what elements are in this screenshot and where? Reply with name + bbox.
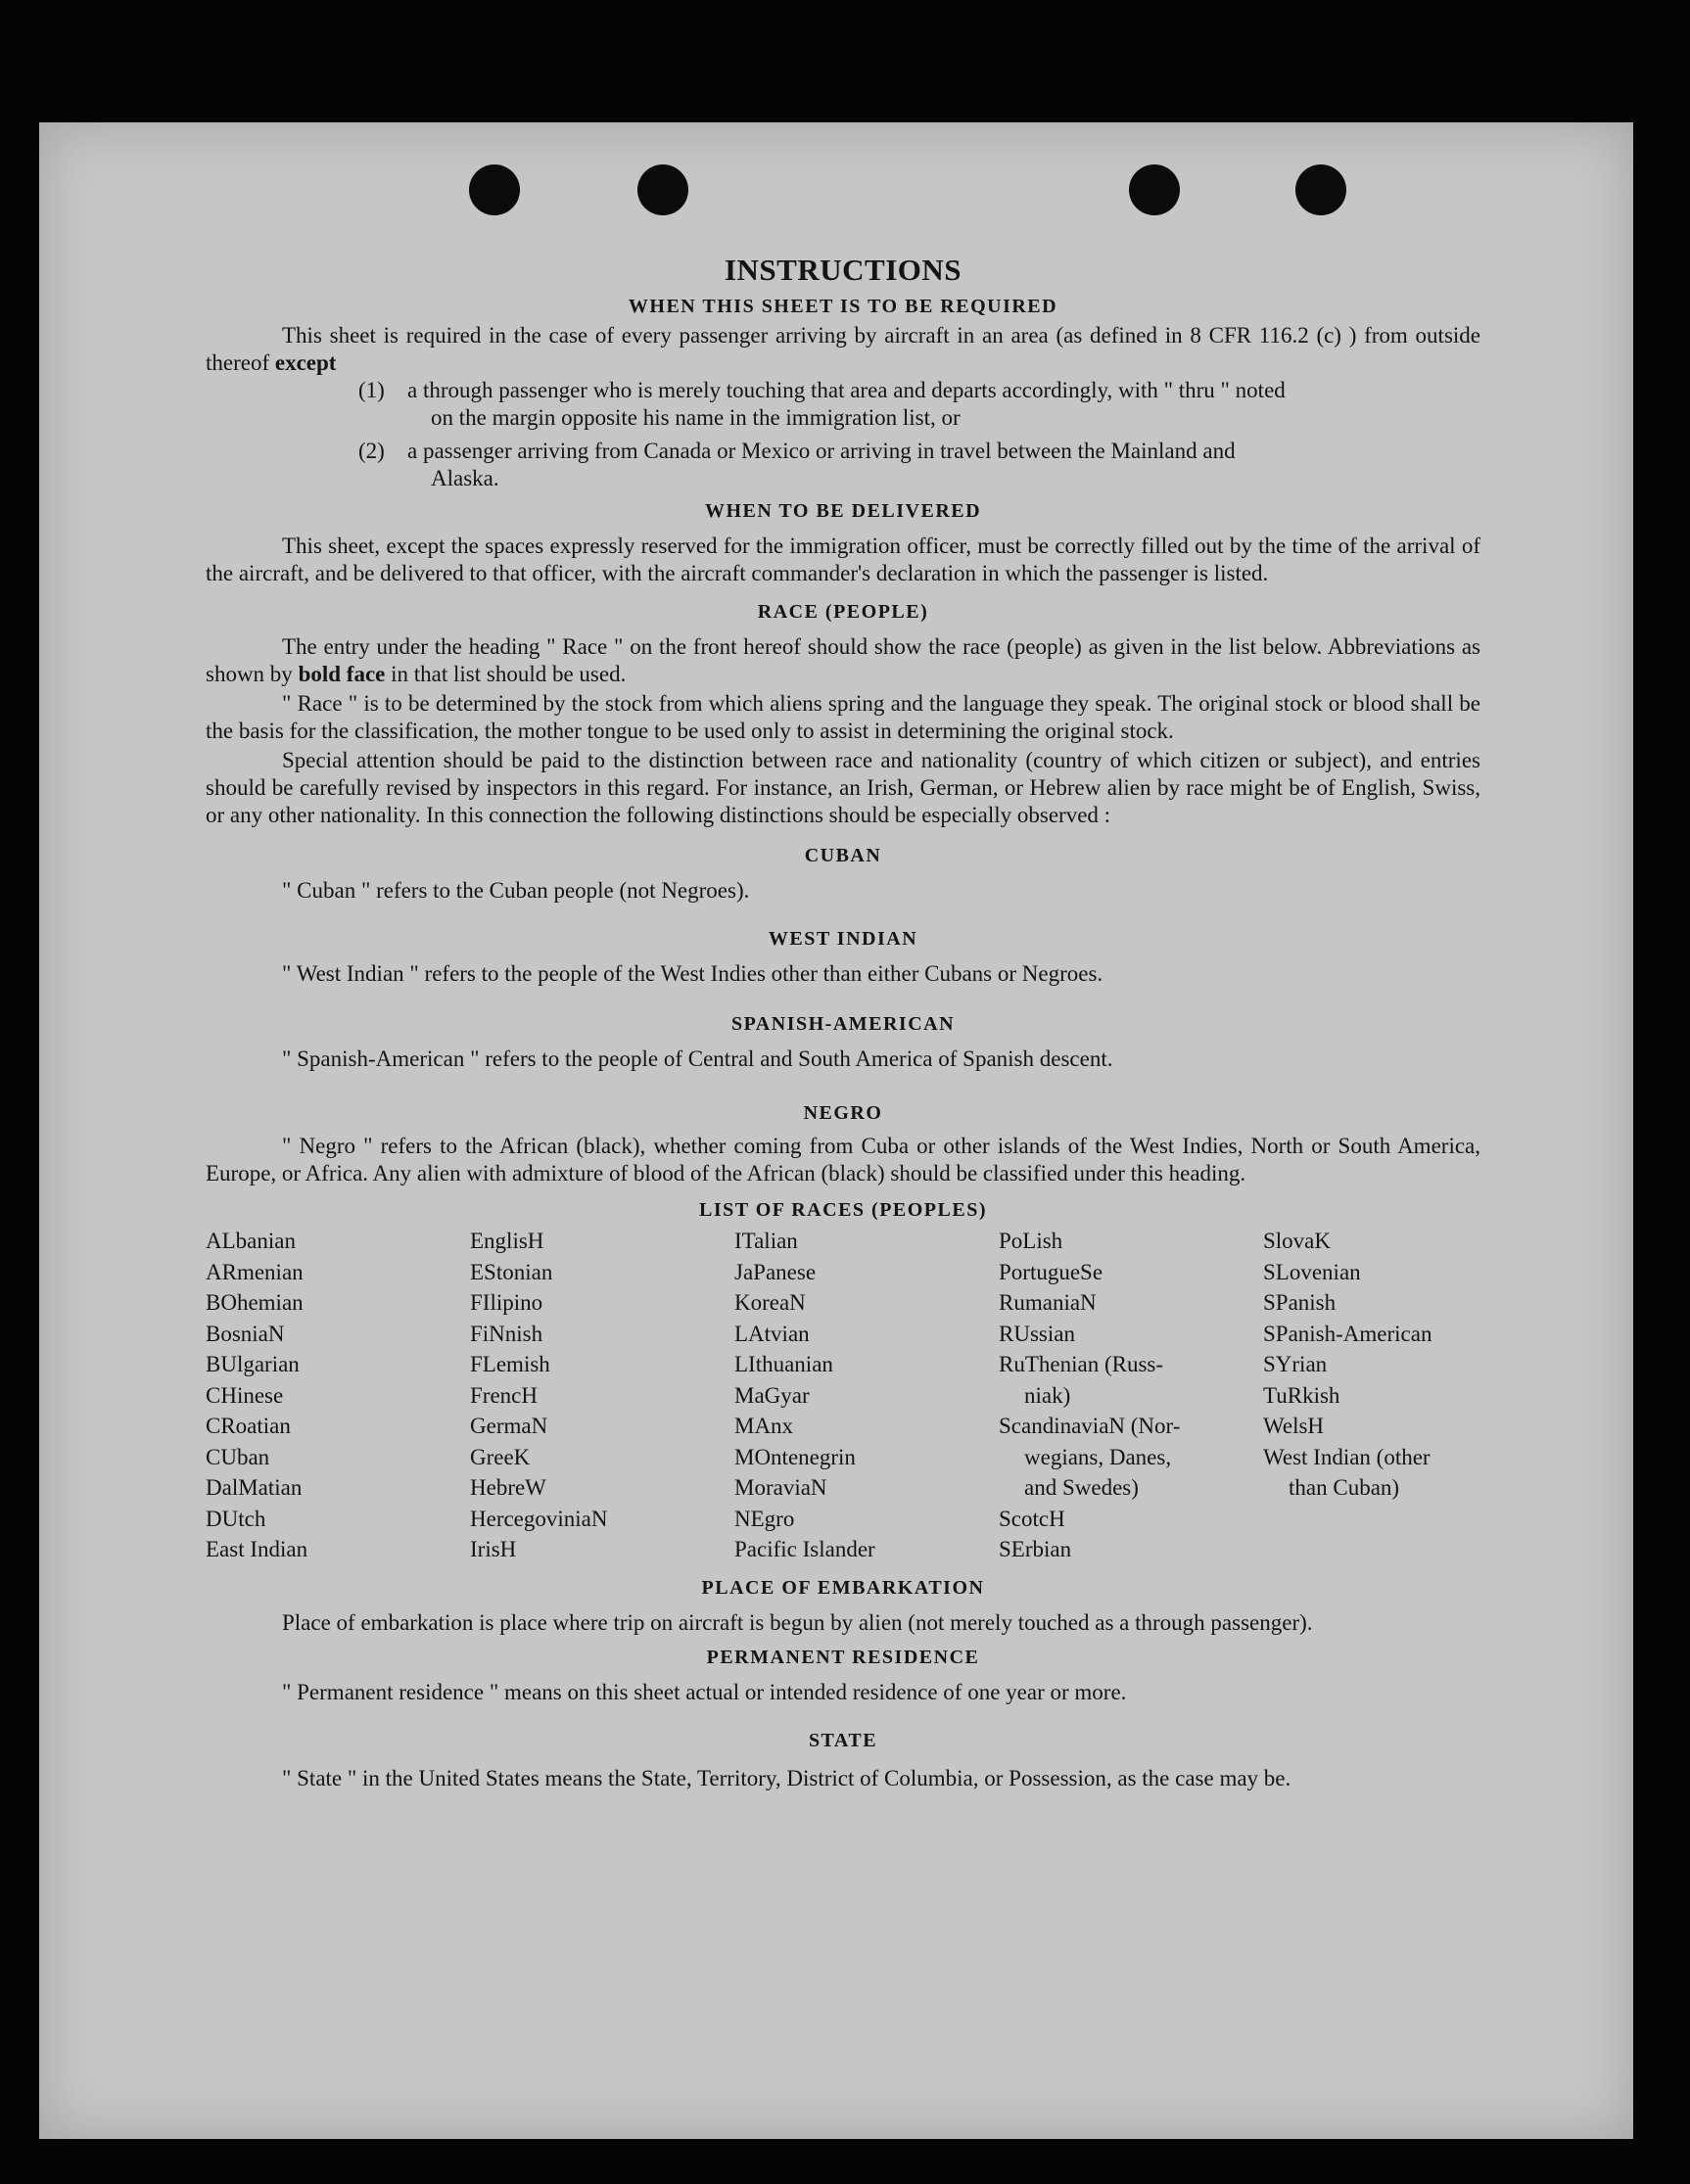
instructions-content (206, 253, 1480, 1795)
race-entry: SErbian (999, 1537, 1072, 1561)
races-column-4 (999, 1226, 1263, 1565)
race-entry: SPanish-American (1263, 1321, 1432, 1346)
negro-text: " Negro " refers to the African (black), whether coming from Cuba or other islands of the West Indies, North or South America, Europe, or Africa. Any alien with admixture of blood of the African (black) should be classified under this heading. (206, 1134, 1480, 1185)
race-entry: CRoatian (206, 1414, 291, 1438)
race-entry: FLemish (470, 1352, 550, 1376)
heading-negro: NEGRO (803, 1102, 883, 1124)
race-entry: MaGyar (734, 1382, 810, 1408)
heading-cuban: CUBAN (804, 845, 882, 866)
race-entry: SPanish (1263, 1290, 1337, 1315)
race-entry: LAtvian (734, 1321, 810, 1346)
race-entry: TuRkish (1263, 1382, 1340, 1408)
race-entry: MoraviaN (734, 1475, 827, 1500)
state-text: " State " in the United States means the State, Territory, District of Columbia, or Possession, as the case may be. (282, 1765, 1291, 1790)
race-entry: NEgro (734, 1506, 795, 1531)
races-column-3 (734, 1226, 999, 1565)
race-entry: BOhemian (206, 1290, 304, 1315)
item-text (407, 438, 1480, 492)
item-line: a passenger arriving from Canada or Mexico or arriving in travel between the Mainland and (407, 439, 1236, 463)
race-entry: East Indian (206, 1537, 308, 1561)
race-p1-bold: bold face (298, 662, 386, 686)
item-line: Alaska. (431, 466, 499, 490)
punch-hole (637, 164, 688, 215)
race-entry: ARmenian (206, 1259, 304, 1284)
race-entry: CUban (206, 1444, 270, 1469)
race-paragraph-1 (206, 633, 1480, 688)
race-entry: SlovaK (1263, 1229, 1331, 1253)
race-entry: BosniaN (206, 1321, 285, 1346)
race-entry: WelsH (1263, 1414, 1325, 1438)
race-entry: ScandinaviaN (Nor- (999, 1414, 1181, 1438)
race-entry: ITalian (734, 1229, 798, 1253)
race-entry: GermaN (470, 1414, 548, 1438)
race-entry: Pacific Islander (734, 1537, 875, 1561)
race-entry: JaPanese (734, 1259, 817, 1284)
race-paragraph-3: Special attention should be paid to the distinction between race and nationality (country of which citizen or subject), and entries should be carefully revised by inspectors in this regard. For instance, an Irish, German, or Hebrew alien by race might be of English, Swiss, or any other nationality. In this connection the following distinctions should be especially observed : (206, 748, 1480, 827)
west-indian-text: " West Indian " refers to the people of the West Indies other than either Cubans or Negroes. (282, 961, 1103, 986)
heading-when-delivered: WHEN TO BE DELIVERED (704, 500, 982, 522)
race-entry: MAnx (734, 1414, 794, 1438)
race-entry: BUlgarian (206, 1352, 300, 1376)
page-title: INSTRUCTIONS (724, 253, 962, 287)
heading-state: STATE (808, 1729, 878, 1751)
race-entry-continued: than Cuban) (1289, 1475, 1400, 1500)
race-entry: FrencH (470, 1382, 538, 1408)
punch-hole (1295, 164, 1346, 215)
spanish-american-text: " Spanish-American " refers to the people of Central and South America of Spanish descent. (282, 1046, 1113, 1071)
race-paragraph-2: " Race " is to be determined by the stock from which aliens spring and the language they speak. The original stock or blood shall be the basis for the classification, the mother tongue to be used only to assist in determining the original stock. (206, 691, 1480, 743)
race-entry: RumaniaN (999, 1290, 1097, 1315)
item-line: a through passenger who is merely touching that area and departs accordingly, with " thru " noted (407, 378, 1286, 402)
heading-permanent-residence: PERMANENT RESIDENCE (706, 1646, 980, 1668)
race-entry-continued: wegians, Danes, (1024, 1444, 1172, 1469)
race-entry: GreeK (470, 1444, 531, 1469)
race-entry: HercegoviniaN (470, 1506, 608, 1531)
required-item-1 (358, 377, 1480, 432)
race-entry: RuThenian (Russ- (999, 1352, 1164, 1376)
race-entry: SYrian (1263, 1352, 1328, 1376)
race-entry: DalMatian (206, 1475, 303, 1500)
item-number: (1) (358, 378, 385, 402)
race-entry: FiNnish (470, 1321, 543, 1346)
required-intro (206, 322, 1480, 377)
race-entry: DUtch (206, 1506, 266, 1531)
race-entry: IrisH (470, 1537, 517, 1561)
race-entry: RUssian (999, 1321, 1075, 1346)
races-list (206, 1226, 1480, 1565)
punch-hole (469, 164, 520, 215)
race-entry-continued: and Swedes) (1024, 1475, 1139, 1500)
race-entry: CHinese (206, 1382, 284, 1408)
item-number: (2) (358, 439, 385, 463)
race-entry: MOntenegrin (734, 1444, 856, 1469)
required-item-2 (358, 438, 1480, 492)
race-entry: EnglisH (470, 1229, 544, 1253)
heading-spanish-american: SPANISH-AMERICAN (730, 1013, 956, 1035)
item-text (407, 377, 1480, 432)
race-entry: HebreW (470, 1475, 546, 1500)
race-p1-text-end: in that list should be used. (391, 662, 627, 686)
heading-place-of-embarkation: PLACE OF EMBARKATION (701, 1576, 985, 1599)
heading-list-of-races: LIST OF RACES (PEOPLES) (698, 1199, 987, 1221)
race-entry: LIthuanian (734, 1352, 833, 1376)
races-column-2 (470, 1226, 734, 1565)
required-intro-text: This sheet is required in the case of every passenger arriving by aircraft in an area (as defined in 8 CFR 116.2 (c) ) from outside thereof (206, 323, 1480, 375)
race-entry: West Indian (other (1263, 1444, 1431, 1469)
race-entry: SLovenian (1263, 1259, 1361, 1284)
race-entry: EStonian (470, 1259, 553, 1284)
delivered-text: This sheet, except the spaces expressly reserved for the immigration officer, must be correctly filled out by the time of the arrival of the aircraft, and be delivered to that officer, with the aircraft commander's declaration in which the passenger is listed. (206, 534, 1480, 585)
race-entry-continued: niak) (1024, 1382, 1071, 1408)
residence-text: " Permanent residence " means on this sheet actual or intended residence of one year or more. (282, 1679, 1127, 1704)
race-entry: ScotcH (999, 1506, 1065, 1531)
race-p1-text: The entry under the heading " Race " on the front hereof should show the race (people) as given in the list below. Abbreviations as shown by (206, 634, 1480, 686)
race-entry: PoLish (999, 1229, 1063, 1253)
race-entry: PortugueSe (999, 1259, 1103, 1284)
race-entry: ALbanian (206, 1229, 296, 1253)
race-entry: FIlipino (470, 1290, 543, 1315)
embarkation-text: Place of embarkation is place where trip on aircraft is begun by alien (not merely touched as a through passenger). (282, 1609, 1313, 1635)
heading-when-required: WHEN THIS SHEET IS TO BE REQUIRED (628, 296, 1058, 317)
item-line: on the margin opposite his name in the immigration list, or (431, 405, 961, 430)
required-intro-bold: except (274, 350, 337, 375)
races-column-1 (206, 1226, 470, 1565)
heading-race: RACE (PEOPLE) (757, 601, 929, 623)
heading-west-indian: WEST INDIAN (768, 928, 918, 950)
race-entry: KoreaN (734, 1290, 806, 1315)
races-column-5 (1263, 1226, 1480, 1565)
cuban-text: " Cuban " refers to the Cuban people (not Negroes). (282, 878, 750, 903)
punch-hole (1129, 164, 1180, 215)
